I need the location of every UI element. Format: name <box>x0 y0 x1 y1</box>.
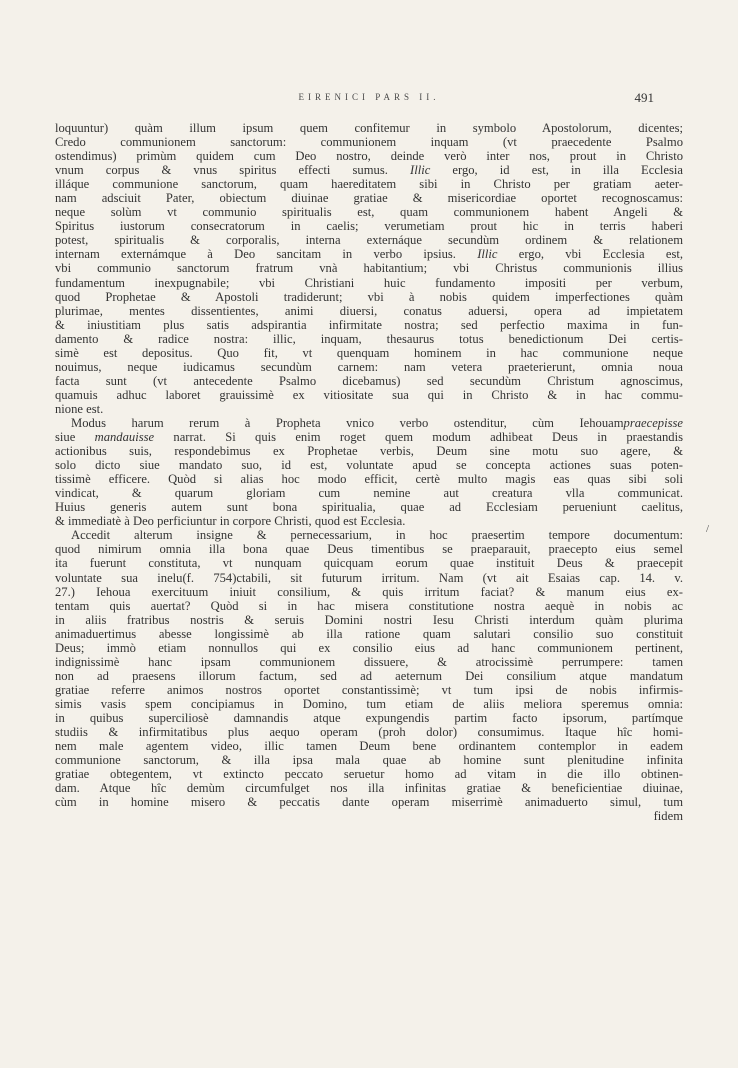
text-line <box>55 585 683 599</box>
text-line <box>55 402 683 416</box>
text-segment: voluntate sua inelu(f. 754)ctabili, sit futurum irritum. Nam (vt ait Esaias cap. 14. v. <box>55 570 683 585</box>
text-segment: quod Prophetae & Apostoli tradiderunt; vbi à nobis quidem imperfectiones quàm <box>55 289 683 304</box>
text-line <box>55 304 683 318</box>
page-number: 491 <box>634 90 654 105</box>
text-line <box>55 388 683 402</box>
italic-text: mandauisse <box>94 430 155 445</box>
text-line <box>55 332 683 346</box>
text-line <box>55 655 683 669</box>
text-line <box>55 276 683 290</box>
text-segment: nouimus, neque iudicamus secundùm carnem: nam vetera praeterierunt, omnia noua <box>55 359 683 374</box>
text-line <box>55 627 683 641</box>
text-segment: Credo communionem sanctorum: communionem inquam (vt praecedente Psalmo <box>55 135 683 150</box>
text-segment: Deus; immò etiam nonnullos qui ex consilio eius ad hanc communionem pertinent, <box>55 640 683 655</box>
text-line <box>55 739 683 753</box>
text-line <box>55 318 683 332</box>
text-segment: Modus harum rerum à Propheta vnico verbo ostenditur, cùm Iehouam <box>71 415 624 430</box>
text-line <box>55 430 683 444</box>
text-segment: fundamentum inexpugnabile; vbi Christiani huic fundamento impositi per verbum, <box>55 275 683 290</box>
text-line <box>55 599 683 613</box>
text-line <box>55 261 683 275</box>
text-line <box>55 683 683 697</box>
text-line <box>55 219 683 233</box>
text-segment: communione sanctorum, & illa ipsa mala quae ab homine sunt plenitudine infinita <box>55 753 683 768</box>
text-segment: 27.) Iehoua exercituum iniuit consilium, & quis irritum faciat? & manum eius ex- <box>55 584 683 599</box>
text-segment: quod nimirum omnia illa bona quae Deus timentibus se praeparauit, praecepto eius semel <box>55 542 683 557</box>
text-line <box>55 247 683 261</box>
text-line <box>55 767 683 781</box>
text-segment: actionibus suis, respondebimus ex Prophetae verbis, Deum sine motu suo agere, & <box>55 444 683 459</box>
text-segment: tentam quis auertat? Quòd si in hac misera constitutione nostra aequè in nobis ac <box>55 598 683 613</box>
text-segment: illáque communione sanctorum, quam haereditatem sibi in Christo per gratiam aeter- <box>55 177 683 192</box>
text-line <box>55 725 683 739</box>
text-line <box>55 121 683 135</box>
text-segment: gratiae obtegentem, vt extincto peccato seruetur homo ad vitam in die illo obtinen- <box>55 767 683 782</box>
text-line <box>55 177 683 191</box>
text-line <box>55 809 683 823</box>
text-segment: loquuntur) quàm illum ipsum quem confitemur in symbolo Apostolorum, dicentes; <box>55 121 683 135</box>
text-segment: ergo, id est, in illa Ecclesia <box>430 163 684 178</box>
text-line <box>55 416 683 430</box>
text-segment: vindicat, & quarum gloriam cum nemine aut creatura vlla communicat. <box>55 486 683 501</box>
text-segment: nem male agentem video, illic tamen Deum bene ordinantem contemplor in eadem <box>55 739 683 754</box>
text-segment: nione est. <box>55 401 104 416</box>
text-segment: quamuis adhuc laboret grauissimè ex vitiositate sua qui in Christo & in hac commu- <box>55 387 683 402</box>
italic-text: praecepisse <box>623 415 683 430</box>
running-head: EIRENICI PARS II. <box>298 92 440 102</box>
text-segment: simè est depositus. Quo fit, vt quenquam hominem in hac communione neque <box>55 345 683 360</box>
text-line <box>55 781 683 795</box>
text-segment: siue <box>55 430 95 445</box>
text-segment: simis vasis spem concipiamus in Domino, tum etiam de aliis meliora speremus omnia: <box>55 696 683 711</box>
text-line <box>55 233 683 247</box>
text-line <box>55 753 683 767</box>
text-segment: cùm in homine misero & peccatis dante operam miserrimè animaduerto simul, tum <box>55 795 683 810</box>
page-header <box>0 90 738 110</box>
text-line <box>55 191 683 205</box>
text-segment: dam. Atque hîc demùm circumfulget nos illa infinitas gratiae & beneficientiae diuinae, <box>55 781 683 796</box>
body-text <box>55 121 683 823</box>
text-line <box>55 669 683 683</box>
italic-text: Illic <box>410 163 431 178</box>
italic-text: Illic <box>477 247 498 262</box>
text-segment: facta sunt (vt antecedente Psalmo dicebamus) sed secundùm Christum agnoscimus, <box>55 373 683 388</box>
text-segment: ostendimus) primùm quidem cum Deo nostro, deinde verò inter nos, prout in Christo <box>55 149 683 164</box>
text-segment: gratiae referre animos nostros oportet constantissimè; vt tum ipsi de nobis infirmis- <box>55 682 683 697</box>
text-line <box>55 697 683 711</box>
text-line <box>55 205 683 219</box>
text-line <box>55 613 683 627</box>
text-segment: Spiritus iustorum consecratorum in caelis; verumetiam prout hic in terris haberi <box>55 219 683 234</box>
text-segment: & iniustitiam plus satis adspirantia infirmitate nostra; sed perfectio maxima in fun- <box>55 317 683 332</box>
text-segment: tissimè efficere. Quòd si alias hoc modo efficit, certè multo magis eas quas sibi soli <box>55 472 683 487</box>
text-segment: fidem <box>653 809 683 824</box>
text-segment: plurimae, mentes dissentientes, animi diuersi, conatus aduersi, opera ad impietatem <box>55 303 683 318</box>
text-segment: vbi communio sanctorum fratrum vnà habitantium; vbi Christus communionis illius <box>55 261 683 276</box>
text-line <box>55 711 683 725</box>
text-line <box>55 472 683 486</box>
text-segment: non ad praesens illorum factum, sed ad aeternum Dei consilium atque mandatum <box>55 668 683 683</box>
text-line <box>55 346 683 360</box>
margin-mark: / <box>706 523 710 535</box>
text-line <box>55 486 683 500</box>
text-segment: in quibus superciliosè damnandis atque expungendis partim facto ipsorum, partímque <box>55 710 683 725</box>
text-segment: studiis & infirmitatibus plus aequo operam (proh dolor) consumimus. Itaque hîc homi- <box>55 725 683 740</box>
text-segment: animaduertimus abesse longissimè ab illa ratione quam salutari consilio suo constituit <box>55 626 683 641</box>
text-segment: vnum corpus & vnus spiritus effecti sumus. <box>55 163 388 178</box>
text-line <box>55 795 683 809</box>
text-segment: nam adsciuit Pater, obiectum diuinae gratiae & misericordiae oportet recognoscamus: <box>55 191 683 206</box>
text-line <box>55 542 683 556</box>
text-segment: in aliis fratribus nostris & seruis Domini nostri Iesu Christi interdum quàm plurima <box>55 612 683 627</box>
text-segment: potest, spiritualis & corporalis, interna externáque secundùm ordinem & relationem <box>55 233 683 248</box>
text-segment: ergo, vbi Ecclesia est, <box>497 247 683 262</box>
text-line <box>55 514 683 528</box>
text-line <box>55 571 683 585</box>
text-segment: internam externámque à Deo sancitam in verbo ipsius. <box>55 247 456 262</box>
text-segment: solo dicto siue mandato suo, id est, voluntate apud se concepta actiones suas poten- <box>55 458 683 473</box>
text-line <box>55 641 683 655</box>
text-line <box>55 458 683 472</box>
text-segment: indignissimè hanc ipsam communionem dissuere, & atrocissimè perrumpere: tamen <box>55 654 683 669</box>
text-line <box>55 149 683 163</box>
text-line <box>55 135 683 149</box>
text-line <box>55 444 683 458</box>
text-line <box>55 500 683 514</box>
text-line <box>55 556 683 570</box>
text-segment: & immediatè à Deo perficiuntur in corpore Christi, quod est Ecclesia. <box>55 514 406 529</box>
text-segment: ita fuerunt constituta, vt nunquam quicquam eorum quae instituit Deus & praecepit <box>55 556 683 571</box>
text-line <box>55 290 683 304</box>
text-line <box>55 528 683 542</box>
text-segment: Huius generis autem sunt bona spiritualia, quae ad Ecclesiam perueniunt caelitus, <box>55 500 683 515</box>
text-line <box>55 360 683 374</box>
text-segment: damento & radice nostra: illic, inquam, thesaurus totus benedictionum Dei certis- <box>55 331 683 346</box>
text-line <box>55 374 683 388</box>
text-segment: neque solùm vt communio spiritualis est, quam communionem habent Angeli & <box>55 205 683 220</box>
text-line <box>55 163 683 177</box>
text-segment: Accedit alterum insigne & pernecessarium, in hoc praesertim tempore documentum: <box>71 528 683 543</box>
text-segment: narrat. Si quis enim roget quem modum adhibeat Deus in praestandis <box>154 430 684 445</box>
